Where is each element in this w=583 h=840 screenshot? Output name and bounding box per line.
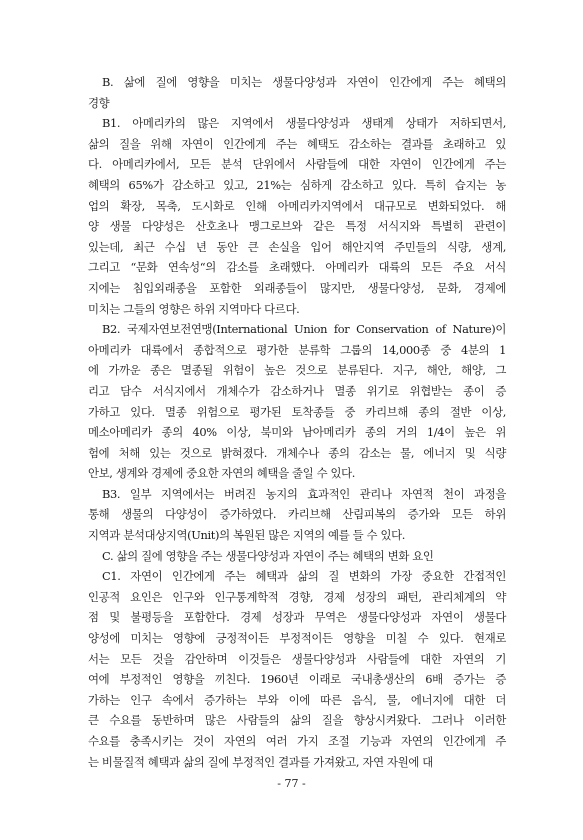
text-line: 그리고 “문화 연속성“의 감소를 초래했다. 아메리카 대륙의 모든 주요 서식 — [88, 260, 506, 275]
text-line: 양성에 미치는 영향에 긍정적이든 부정적이든 영향을 미칠 수 있다. 현재로 — [88, 631, 506, 646]
text-line: 큰 수요를 동반하며 많은 사람들의 삶의 질을 향상시켜왔다. 그러나 이러한 — [88, 713, 506, 728]
text-line: 에 가까운 종은 멸종될 위험이 높은 것으로 분류된다. 지구, 해안, 해양, 그 — [88, 363, 506, 378]
text-line: 통해 생물의 다양성이 증가하였다. 카리브해 산림피복의 증가와 모든 하위 — [88, 507, 506, 522]
text-line: 여에 부정적인 영향을 끼친다. 1960년 이래로 국내총생산의 6배 증가는 증 — [88, 672, 506, 687]
page-number: - 77 - — [277, 777, 306, 790]
paragraph — [88, 484, 506, 546]
text-line: 다. 아메리카에서, 모든 분석 단위에서 사람들에 대한 자연이 인간에게 주는 — [88, 157, 506, 172]
document-body — [88, 72, 506, 772]
text-line: 험에 처해 있는 것으로 밝혀졌다. 개체수나 종의 감소는 물, 에너지 및 식량 — [88, 445, 506, 460]
text-line: 메소아메리카 종의 40% 이상, 북미와 남아메리카 종의 거의 1/4이 높은 위 — [88, 425, 506, 440]
text-line: B2. 국제자연보전연맹(International Union for Conservation of Nature)이 — [102, 322, 506, 337]
text-line: B3. 일부 지역에서는 버려진 농지의 효과적인 관리나 자연적 천이 과정을 — [102, 486, 506, 501]
text-line: 있는데, 최근 수십 년 동안 큰 손실을 입어 해안지역 주민들의 식량, 생계, — [88, 239, 506, 254]
text-line: 는 비물질적 혜택과 삶의 질에 부정적인 결과를 가져왔고, 자연 자원에 대 — [88, 754, 433, 769]
paragraph — [88, 546, 506, 567]
text-line: 경향 — [88, 95, 110, 110]
text-line: B1. 아메리카의 많은 지역에서 생물다양성과 생태계 상태가 저하되면서, — [102, 116, 506, 131]
text-line: B. 삶에 질에 영향을 미치는 생물다양성과 자연이 인간에게 주는 혜택의 — [102, 75, 506, 89]
paragraph — [88, 113, 506, 319]
text-line: 아메리카 대륙에서 종합적으로 평가한 분류학 그룹의 14,000종 중 4분의 1 — [88, 342, 506, 357]
text-line: 양 생물 다양성은 산호초나 맹그로브와 같은 특정 서식지와 특별히 관련이 — [88, 219, 506, 234]
text-line: 가하고 있다. 멸종 위험으로 평가된 토착종들 중 카리브해 종의 절반 이상, — [88, 404, 506, 419]
text-line: 리고 담수 서식지에서 개체수가 감소하거나 멸종 위기로 위협받는 종이 증 — [88, 383, 506, 398]
text-line: 가하는 인구 속에서 증가하는 부와 이에 따른 음식, 물, 에너지에 대한 더 — [88, 692, 506, 707]
text-line: C. 삶의 질에 영향을 주는 생물다양성과 자연이 주는 혜택의 변화 요인 — [102, 548, 434, 563]
text-line: 인공적 요인은 인구와 인구통계학적 경향, 경제 성장의 패턴, 관리체계의 약 — [88, 589, 506, 604]
paragraph — [88, 72, 506, 113]
paragraph — [88, 319, 506, 484]
text-line: 미치는 그들의 영향은 하위 지역마다 다르다. — [88, 301, 300, 316]
text-line: 서는 모든 것을 감안하며 이것들은 생물다양성과 사람들에 대한 자연의 기 — [88, 651, 506, 666]
text-line: C1. 자연이 인간에게 주는 혜택과 삶의 질 변화의 가장 중요한 간접적인 — [102, 569, 506, 584]
text-line: 점 및 불평등을 포함한다. 경제 성장과 무역은 생물다양성과 자연이 생물다 — [88, 610, 506, 625]
text-line: 지에는 침입외래종을 포함한 외래종들이 많지만, 생물다양성, 문화, 경제에 — [88, 280, 506, 295]
paragraph — [88, 566, 506, 772]
text-line: 혜택의 65%가 감소하고 있고, 21%는 심하게 감소하고 있다. 특히 습지는 농 — [88, 177, 506, 192]
text-line: 지역과 분석대상지역(Unit)의 복원된 많은 지역의 예를 들 수 있다. — [88, 528, 406, 543]
text-line: 삶의 질을 위해 자연이 인간에게 주는 혜택도 감소하는 결과를 초래하고 있 — [88, 136, 506, 151]
text-line: 업의 확장, 목축, 도시화로 인해 아메리카지역에서 대규모로 변화되었다. 해 — [88, 198, 506, 213]
text-line: 수요를 충족시키는 것이 자연의 여러 가지 조절 기능과 자연의 인간에게 주 — [88, 734, 506, 748]
text-line: 안보, 생계와 경제에 중요한 자연의 혜택을 줄일 수 있다. — [88, 466, 356, 481]
